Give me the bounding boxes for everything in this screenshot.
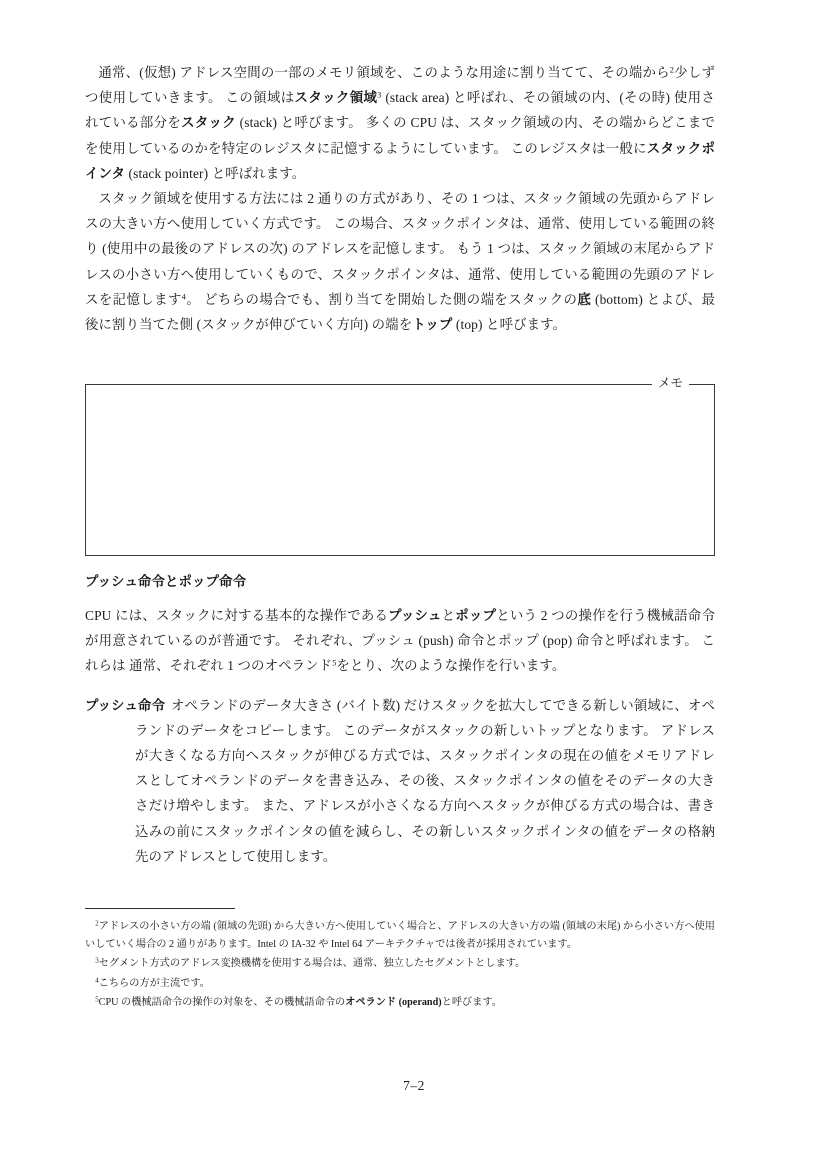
- section-paragraph-segment-4: をとり、次のような操作を行います。: [336, 658, 566, 674]
- definition-item-push: [85, 693, 715, 869]
- footnote-text-4: こちらの方が主流です。: [98, 977, 210, 989]
- footnote-text-5-after: と呼びます。: [441, 997, 502, 1009]
- definition-term-push: プッシュ命令: [85, 697, 165, 713]
- term-stack-pointer: スタックポインタ: [85, 140, 715, 181]
- page-number: 7–2: [403, 1078, 425, 1093]
- paragraph-1-segment-2: 少しずつ使用していきます。 この領域は: [85, 65, 715, 106]
- term-push: プッシュ: [388, 608, 442, 623]
- footnote-area: [85, 908, 715, 1014]
- memo-legend: メモ: [657, 376, 683, 391]
- spacer: [85, 679, 715, 693]
- paragraph-2-segment-2: 。 どちらの場合でも、割り当てを開始した側の端をスタックの: [186, 291, 578, 307]
- footnote-5: [85, 994, 715, 1012]
- section-body-block: [85, 603, 715, 869]
- term-operand: オペランド (operand): [345, 997, 442, 1009]
- footnote-marker-3: 3: [95, 957, 99, 965]
- paragraph-push-pop-intro: [85, 603, 715, 679]
- term-bottom: 底: [577, 291, 592, 307]
- footnote-3: [85, 955, 715, 973]
- footnote-text-2: アドレスの小さい方の端 (領域の先頭) から大きい方へ使用していく場合と、アドレスの大きい方の端 (領域の末尾) から小さい方へ使用いしていく場合の 2 通りがあります。Intel の IA-32 や Intel 64 アーキテクチャでは後者が採用されています。: [85, 921, 715, 950]
- footnote-marker-5: 5: [95, 996, 99, 1004]
- paragraph-1-segment-3: (stack area) と呼ばれ、その領域の内、(その時) 使用されている部分を: [85, 90, 715, 131]
- memo-box[interactable]: [85, 384, 715, 556]
- footnote-marker-2: 2: [95, 920, 99, 928]
- term-stack-area: スタック領域: [294, 90, 378, 106]
- paragraph-1-segment-5: (stack pointer) と呼ばれます。: [125, 165, 306, 181]
- footnote-ref-3: 3: [377, 90, 382, 100]
- footnote-ref-4: 4: [181, 292, 187, 302]
- section-heading: プッシュ命令とポップ命令: [85, 574, 247, 589]
- paragraph-2-segment-1: スタック領域を使用する方法には 2 通りの方式があり、その 1 つは、スタック領域の先頭からアドレスの大きい方へ使用していく方式です。 この場合、スタックポインタは、通常、使用している範囲の終り (使用中の最後のアドレスの次) のアドレスを記憶します。 もう 1 つは、スタック領域の末尾からアドレスの小さい方へ使用していくもので、スタックポインタは、通常、使用している範囲の先頭のアドレスを記憶します: [85, 191, 715, 307]
- paragraph-1-segment-4: (stack) と呼びます。 多くの CPU は、スタック領域の内、その端からどこまでを使用しているのかを特定のレジスタに記憶するようにしています。 このレジスタは一般に: [85, 115, 716, 156]
- body-text-block: [85, 60, 715, 337]
- footnote-ref-5: 5: [332, 659, 337, 669]
- paragraph-1-segment-1: 通常、(仮想) アドレス空間の一部のメモリ領域を、このような用途に割り当てて、その端から: [98, 65, 670, 80]
- section-paragraph-segment-3: という 2 つの操作を行う機械語命令が用意されているのが普通です。 それぞれ、プッシュ (push) 命令とポップ (pop) 命令と呼ばれます。 これらは 通常、それぞれ 1 つのオペランド: [85, 608, 715, 674]
- paragraph-2-segment-4: (top) と呼びます。: [452, 317, 567, 333]
- footnote-text-5-before: CPU の機械語命令の操作の対象を、その機械語命令の: [98, 997, 346, 1009]
- footnote-text-3: セグメント方式のアドレス変換機構を使用する場合は、通常、独立したセグメントとします。: [98, 958, 526, 970]
- definition-list: [85, 693, 715, 869]
- footnote-separator-rule: [85, 908, 235, 909]
- paragraph-2-segment-3: (bottom) とよび、最後に割り当てた側 (スタックが伸びていく方向) の端を: [85, 291, 716, 333]
- footnote-4: [85, 975, 715, 993]
- paragraph-stack-area: [85, 60, 715, 186]
- footnote-2: [85, 918, 715, 953]
- term-stack: スタック: [181, 115, 236, 131]
- memo-writing-area[interactable]: [86, 384, 714, 555]
- section-paragraph-segment-1: CPU には、スタックに対する基本的な操作である: [85, 608, 389, 623]
- section-paragraph-segment-2: と: [441, 608, 456, 623]
- paragraph-stack-usage: [85, 186, 715, 337]
- memo-box-wrapper: [85, 376, 715, 556]
- footnote-ref-2: 2: [669, 65, 675, 75]
- term-top: トップ: [412, 317, 453, 333]
- footnote-marker-4: 4: [95, 977, 99, 985]
- definition-description-push: オペランドのデータ大きさ (バイト数) だけスタックを拡大してできる新しい領域に、オペランドのデータをコピーします。 このデータがスタックの新しいトップとなります。 アドレスが大きくなる方向へスタックが伸びる方式では、スタックポインタの現在の値をメモリアドレスとしてオペランドのデータを書き込み、その後、スタックポインタの値をそのデータの大きさだけ増やします。 また、アドレスが小さくなる方向へスタックが伸びる方式の場合は、書き込みの前にスタックポインタの値を減らし、その新しいスタックポインタの値をデータの格納先のアドレスとして使用します。: [135, 697, 715, 864]
- term-pop: ポップ: [455, 608, 497, 623]
